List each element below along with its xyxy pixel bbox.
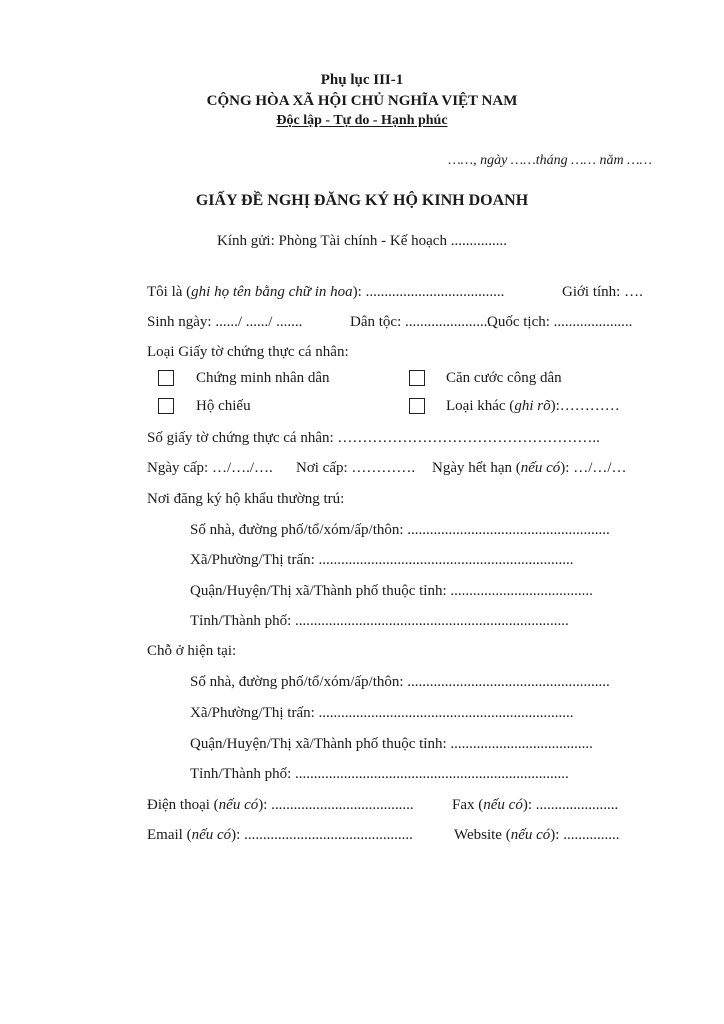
date-line: ……, ngày ……tháng …… năm …… xyxy=(448,153,652,168)
recipient-line: Kính gửi: Phòng Tài chính - Kế hoạch ............... xyxy=(217,233,507,249)
name-dots: ): ..................................... xyxy=(352,284,505,300)
ethnicity-field[interactable]: Dân tộc: ....................... xyxy=(350,314,492,330)
expiry-dots: ): …/…/… xyxy=(560,460,627,476)
phone-label: Điện thoại ( xyxy=(147,797,219,813)
id-type-label: Loại Giấy tờ chứng thực cá nhân: xyxy=(147,344,349,360)
email-hint: nếu có xyxy=(191,827,232,843)
fax-hint: nếu có xyxy=(483,797,523,813)
website-field[interactable] xyxy=(454,826,619,844)
permanent-ward-field[interactable]: Xã/Phường/Thị trấn: .................................................................... xyxy=(190,552,574,568)
nation-title: CỘNG HÒA XÃ HỘI CHỦ NGHĨA VIỆT NAM xyxy=(206,93,518,109)
website-dots: ): ............... xyxy=(550,827,620,843)
appendix-label: Phụ lục III-1 xyxy=(320,72,404,88)
option-other-hint: ghi rõ xyxy=(514,398,551,414)
motto: Độc lập - Tự do - Hạnh phúc xyxy=(276,113,448,128)
permanent-residence-label: Nơi đăng ký hộ khẩu thường trú: xyxy=(147,491,345,507)
gender-field[interactable]: Giới tính: …. xyxy=(562,284,643,300)
name-field[interactable] xyxy=(147,283,504,301)
current-district-field[interactable]: Quận/Huyện/Thị xã/Thành phố thuộc tỉnh: ...................................... xyxy=(190,736,593,752)
phone-hint: nếu có xyxy=(218,797,259,813)
current-residence-label: Chỗ ở hiện tại: xyxy=(147,643,237,659)
checkbox-passport[interactable] xyxy=(158,398,174,414)
current-street-field[interactable]: Số nhà, đường phố/tổ/xóm/ấp/thôn: ...................................................... xyxy=(190,674,610,690)
name-hint: ghi họ tên bằng chữ in hoa xyxy=(191,284,353,300)
fax-field[interactable] xyxy=(452,796,618,814)
expiry-date-field[interactable] xyxy=(432,459,627,477)
expiry-hint: nếu có xyxy=(520,460,561,476)
motto-wrap xyxy=(0,113,724,129)
current-ward-field[interactable]: Xã/Phường/Thị trấn: .................................................................... xyxy=(190,705,574,721)
email-label: Email ( xyxy=(147,827,192,843)
checkbox-cccd[interactable] xyxy=(409,370,425,386)
current-province-field[interactable]: Tỉnh/Thành phố: ......................................................................... xyxy=(190,766,569,782)
issue-date-field[interactable]: Ngày cấp: …/…./…. xyxy=(147,460,273,476)
option-cccd-label: Căn cước công dân xyxy=(446,370,562,386)
phone-field[interactable] xyxy=(147,796,414,814)
option-other-label: Loại khác ( xyxy=(446,398,515,414)
fax-label: Fax ( xyxy=(452,797,484,813)
id-number-field[interactable]: Số giấy tờ chứng thực cá nhân: …………………………………………….. xyxy=(147,430,600,446)
website-label: Website ( xyxy=(454,827,511,843)
phone-dots: ): ...................................... xyxy=(258,797,414,813)
website-hint: nếu có xyxy=(510,827,551,843)
checkbox-other[interactable] xyxy=(409,398,425,414)
checkbox-cmnd[interactable] xyxy=(158,370,174,386)
document-title: GIẤY ĐỀ NGHỊ ĐĂNG KÝ HỘ KINH DOANH xyxy=(195,192,529,209)
name-label: Tôi là ( xyxy=(147,284,192,300)
fax-dots: ): ...................... xyxy=(522,797,619,813)
option-passport-label: Hộ chiếu xyxy=(196,398,251,414)
permanent-street-field[interactable]: Số nhà, đường phố/tổ/xóm/ấp/thôn: ...................................................... xyxy=(190,522,610,538)
permanent-province-field[interactable]: Tỉnh/Thành phố: ......................................................................... xyxy=(190,613,569,629)
email-field[interactable] xyxy=(147,826,413,844)
option-other-field[interactable] xyxy=(446,397,620,415)
issue-place-field[interactable]: Nơi cấp: …………. xyxy=(296,460,416,476)
nationality-field[interactable]: Quốc tịch: ..................... xyxy=(487,314,633,330)
option-other-dots: ):………… xyxy=(550,398,620,414)
permanent-district-field[interactable]: Quận/Huyện/Thị xã/Thành phố thuộc tỉnh: ...................................... xyxy=(190,583,593,599)
email-dots: ): ............................................. xyxy=(231,827,413,843)
birth-date-field[interactable]: Sinh ngày: ....../ ....../ ....... xyxy=(147,314,303,330)
expiry-label: Ngày hết hạn ( xyxy=(432,460,521,476)
option-cmnd-label: Chứng minh nhân dân xyxy=(196,370,330,386)
